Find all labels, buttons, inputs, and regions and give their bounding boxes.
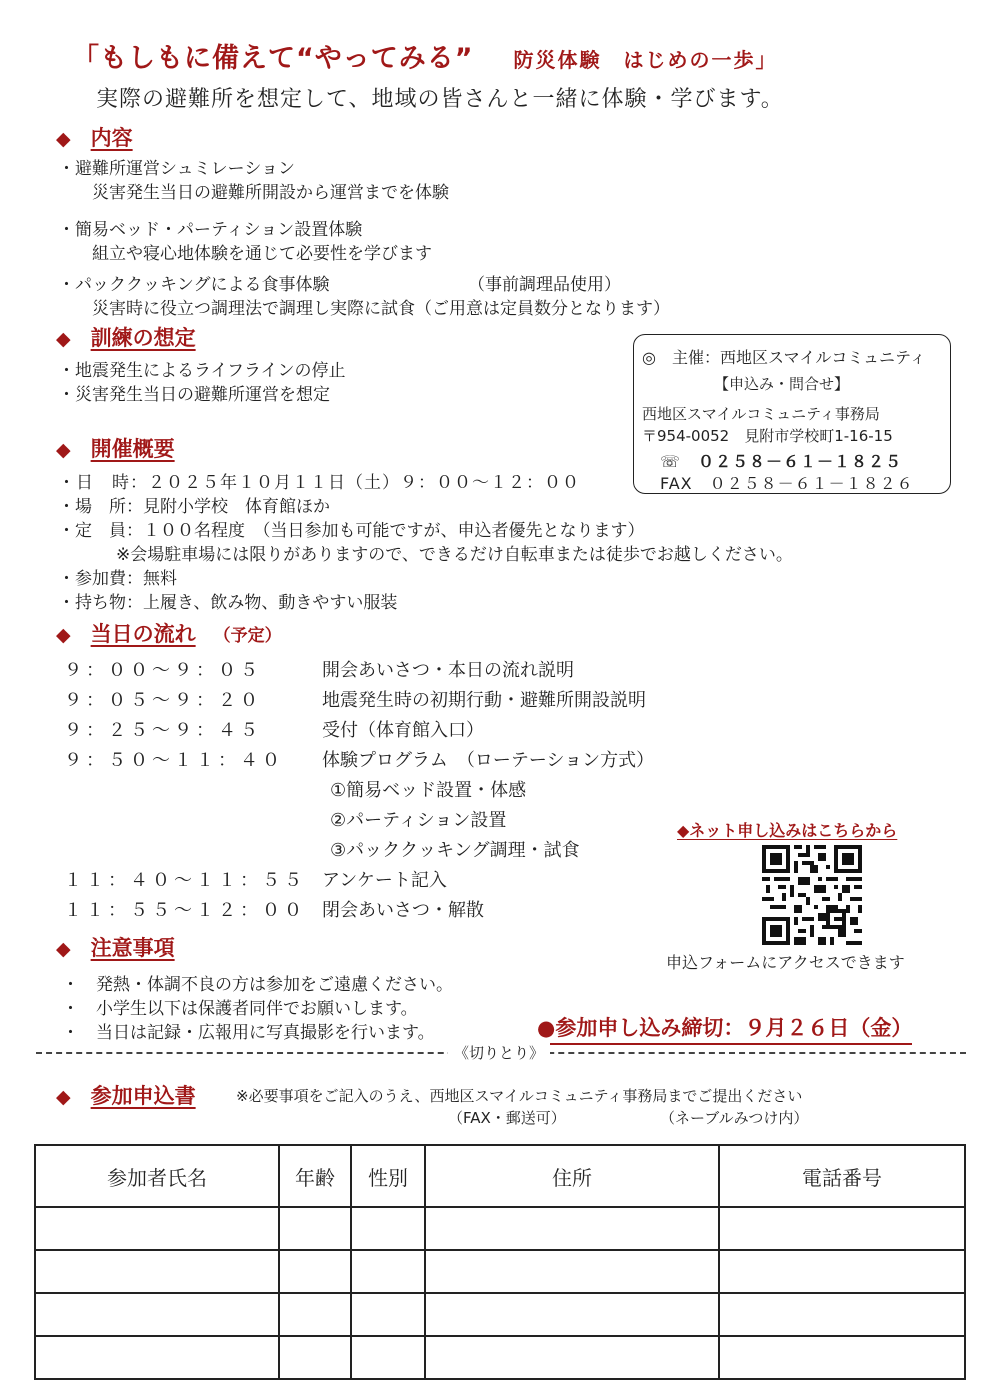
col-address: 住所 (425, 1145, 719, 1207)
flow-program-2: ②パーティション設置 (330, 810, 507, 831)
flow-heading-note: （予定） (213, 626, 282, 646)
age-cell[interactable] (279, 1293, 351, 1336)
age-cell[interactable] (279, 1207, 351, 1250)
flow-time: ９：２５～９：４５ (64, 720, 262, 741)
diamond-icon: ◆ (56, 439, 71, 461)
col-name: 参加者氏名 (35, 1145, 279, 1207)
table-row (35, 1250, 965, 1293)
flow-time: ９：５０～１１：４０ (64, 750, 284, 771)
flow-program-3: ③パッククッキング調理・試食 (330, 840, 580, 861)
name-cell[interactable] (35, 1336, 279, 1379)
table-row (35, 1336, 965, 1379)
phone-cell[interactable] (719, 1336, 965, 1379)
naiyou-item-2-desc: 組立や寝心地体験を通じて必要性を学びます (92, 244, 432, 264)
flow-desc: 体験プログラム （ローテーション方式） (322, 750, 655, 771)
diamond-icon: ◆ (56, 328, 71, 350)
parking-note: ※会場駐車場には限りがありますので、できるだけ自転車または徒歩でお越しください。 (116, 545, 793, 565)
naiyou-item-1-desc: 災害発生当日の避難所開設から運営までを体験 (92, 183, 449, 203)
contact-info-box (633, 334, 951, 494)
section-heading-flow: ◆ 当日の流れ （予定） (56, 622, 282, 646)
section-heading-form: ◆ 参加申込書 (56, 1084, 196, 1108)
flow-time: １１：４０～１１：５５ (64, 870, 306, 891)
title-main: 「もしもに備えて“やってみる” (72, 43, 474, 74)
col-age: 年齢 (279, 1145, 351, 1207)
contact-label: 【申込み・問合せ】 (714, 375, 850, 393)
age-cell[interactable] (279, 1250, 351, 1293)
organizer: ◎ 主催：西地区スマイルコミュニティ (642, 348, 926, 367)
table-header-row (35, 1145, 965, 1207)
name-cell[interactable] (35, 1207, 279, 1250)
naiyou-item-3-title: ・パッククッキングによる食事体験 (58, 275, 330, 295)
form-note-1: ※必要事項をご記入のうえ、西地区スマイルコミュニティ事務局までご提出ください (236, 1087, 803, 1105)
section-heading-kunren: ◆ 訓練の想定 (56, 326, 196, 350)
address-cell[interactable] (425, 1293, 719, 1336)
flow-desc: 地震発生時の初期行動・避難所開設説明 (322, 690, 646, 711)
section-heading-gaiyou: ◆ 開催概要 (56, 437, 175, 461)
diamond-icon: ◆ (56, 1086, 71, 1108)
table-row (35, 1293, 965, 1336)
address-cell[interactable] (425, 1250, 719, 1293)
form-note-2a: （FAX・郵送可） (448, 1109, 566, 1127)
col-phone: 電話番号 (719, 1145, 965, 1207)
gender-cell[interactable] (351, 1336, 425, 1379)
naiyou-item-3-desc: 災害時に役立つ調理法で調理し実際に試食（ご用意は定員数分となります） (92, 299, 670, 319)
address-cell[interactable] (425, 1207, 719, 1250)
chui-item-3: ・ 当日は記録・広報用に写真撮影を行います。 (62, 1023, 435, 1043)
chui-item-1: ・ 発熱・体調不良の方は参加をご遠慮ください。 (62, 975, 453, 995)
event-place: ・場 所：見附小学校 体育館ほか (58, 497, 330, 517)
kunren-item-2: ・災害発生当日の避難所運営を想定 (58, 385, 330, 405)
tel-number: ☏ ０２５８－６１－１８２５ (660, 452, 903, 471)
flow-desc: 開会あいさつ・本日の流れ説明 (322, 660, 574, 681)
diamond-icon: ◆ (56, 938, 71, 960)
address-cell[interactable] (425, 1336, 719, 1379)
flow-time: ９：００～９：０５ (64, 660, 262, 681)
name-cell[interactable] (35, 1250, 279, 1293)
phone-cell[interactable] (719, 1250, 965, 1293)
phone-cell[interactable] (719, 1293, 965, 1336)
naiyou-item-2-title: ・簡易ベッド・パーティション設置体験 (58, 220, 363, 240)
naiyou-item-3-note: （事前調理品使用） (468, 275, 621, 295)
diamond-icon: ◆ (56, 624, 71, 646)
event-belongings: ・持ち物：上履き、飲み物、動きやすい服装 (58, 593, 398, 613)
name-cell[interactable] (35, 1293, 279, 1336)
fax-number: FAX ０２５８－６１－１８２６ (660, 474, 914, 493)
age-cell[interactable] (279, 1336, 351, 1379)
event-fee: ・参加費：無料 (58, 569, 177, 589)
flow-time: ９：０５～９：２０ (64, 690, 262, 711)
flow-desc: アンケート記入 (322, 870, 447, 891)
event-capacity: ・定 員：１００名程度 （当日参加も可能ですが、申込者優先となります） (58, 521, 645, 541)
col-gender: 性別 (351, 1145, 425, 1207)
net-apply-link[interactable]: ◆ネット申し込みはこちらから (677, 821, 898, 840)
deadline-notice: ●参加申し込み締切：９月２６日（金） (537, 1012, 912, 1045)
title-sub: 防災体験 はじめの一歩」 (513, 48, 778, 72)
diamond-icon: ◆ (56, 128, 71, 150)
gender-cell[interactable] (351, 1207, 425, 1250)
office-name: 西地区スマイルコミュニティ事務局 (642, 405, 880, 423)
gender-cell[interactable] (351, 1250, 425, 1293)
flow-desc: 閉会あいさつ・解散 (322, 900, 484, 921)
phone-cell[interactable] (719, 1207, 965, 1250)
page-title (72, 36, 778, 75)
flow-desc: 受付（体育館入口） (322, 720, 484, 741)
flow-program-1: ①簡易ベッド設置・体感 (330, 780, 527, 801)
chui-item-2: ・ 小学生以下は保護者同伴でお願いします。 (62, 999, 418, 1019)
qr-caption: 申込フォームにアクセスできます (666, 953, 905, 972)
section-heading-naiyou: ◆ 内容 (56, 126, 133, 150)
naiyou-item-1-title: ・避難所運営シュミレーション (58, 159, 295, 179)
lead-text: 実際の避難所を想定して、地域の皆さんと一緒に体験・学びます。 (96, 87, 784, 112)
qr-code-icon[interactable] (762, 845, 862, 945)
table-row (35, 1207, 965, 1250)
cut-label: 《切りとり》 (448, 1042, 550, 1063)
section-heading-chui: ◆ 注意事項 (56, 936, 175, 960)
kunren-item-1: ・地震発生によるライフラインの停止 (58, 361, 346, 381)
event-date: ・日 時：２０２５年１０月１１日（土）９：００～１２：００ (58, 473, 580, 493)
application-form-table (34, 1144, 966, 1380)
form-note-2b: （ネーブルみつけ内） (660, 1109, 809, 1127)
flow-time: １１：５５～１２：００ (64, 900, 306, 921)
gender-cell[interactable] (351, 1293, 425, 1336)
office-address: 〒954-0052 見附市学校町1-16-15 (642, 427, 893, 445)
